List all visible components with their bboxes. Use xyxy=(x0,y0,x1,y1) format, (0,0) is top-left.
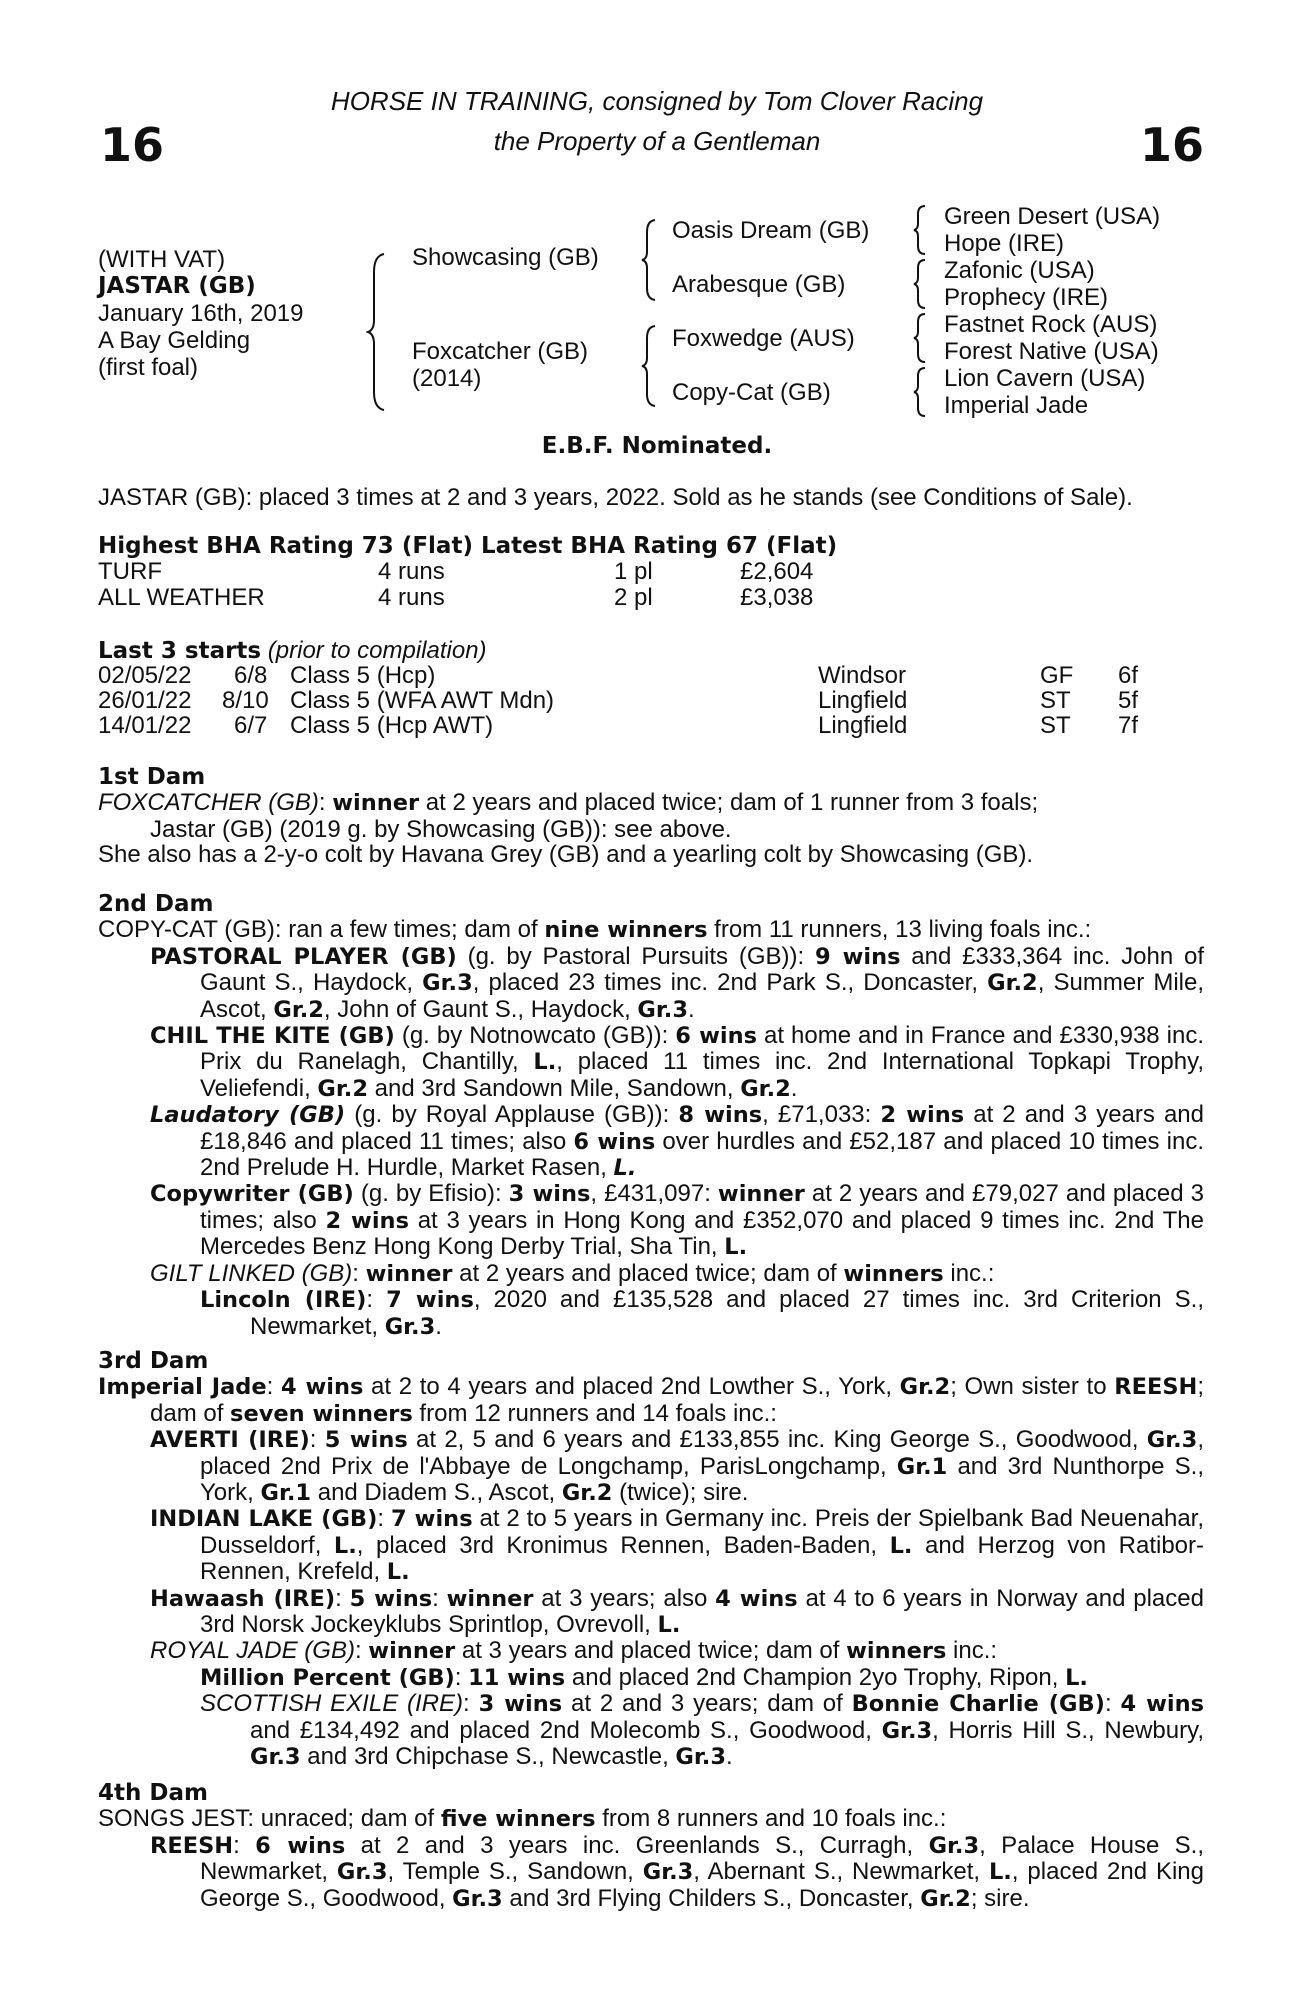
sire-name: Showcasing (GB) xyxy=(412,244,599,271)
second-dam-section xyxy=(98,892,1204,1340)
horse-name: JASTAR (GB) xyxy=(98,273,256,299)
surface: TURF xyxy=(98,558,162,585)
lot-number-left: 16 xyxy=(100,118,165,172)
runs: 4 runs xyxy=(378,558,445,585)
lot-number-right: 16 xyxy=(1139,118,1204,172)
start-race: Class 5 (WFA AWT Mdn) xyxy=(290,687,555,714)
placings: 1 pl xyxy=(614,558,653,585)
dam-sire: Foxwedge (AUS) xyxy=(672,325,855,352)
dam-name: FOXCATCHER (GB) xyxy=(98,789,319,817)
progeny-entry: INDIAN LAKE (GB): 7 wins at 2 to 5 years in Germany inc. Preis der Spielbank Bad Neuenahar, Dusseldorf, L., placed 3rd Kronimus Rennen, Baden-Baden, L. and Herzog von Ratibor-Rennen, Krefeld, L. xyxy=(150,1505,1205,1586)
property-line: the Property of a Gentleman xyxy=(493,126,821,156)
start-position: 6/7 xyxy=(234,712,268,739)
start-distance: 6f xyxy=(1118,662,1139,689)
pedigree-brace-dam xyxy=(640,324,658,408)
section-heading: 1st Dam xyxy=(98,764,206,790)
start-course: Lingfield xyxy=(818,712,908,739)
last-starts-title: Last 3 starts xyxy=(98,638,262,664)
prize-money: £2,604 xyxy=(740,558,814,585)
progeny-entry: SCOTTISH EXILE (IRE): 3 wins at 2 and 3 years; dam of Bonnie Charlie (GB): 4 wins and £134,492 and placed 2nd Molecomb S., Goodwood, Gr.3, Horris Hill S., Newbury, Gr.3 and 3rd Chipchase S., Newcastle, Gr.3. xyxy=(200,1690,1205,1771)
pedigree-brace-g2 xyxy=(912,258,928,310)
progeny-entry: GILT LINKED (GB): winner at 2 years and placed twice; dam of winners inc.: xyxy=(150,1259,995,1287)
horse-description: A Bay Gelding xyxy=(98,327,251,354)
start-going: ST xyxy=(1040,712,1071,739)
start-position: 8/10 xyxy=(222,687,269,714)
section-heading: 4th Dam xyxy=(98,1780,208,1806)
start-going: GF xyxy=(1040,662,1074,689)
ancestor-8: Imperial Jade xyxy=(944,392,1089,419)
section-heading: 2nd Dam xyxy=(98,891,214,917)
start-race: Class 5 (Hcp) xyxy=(290,662,436,689)
surface: ALL WEATHER xyxy=(98,584,265,611)
progeny-entry: Copywriter (GB) (g. by Efisio): 3 wins, £431,097: winner at 2 years and £79,027 and placed 3 times; also 2 wins at 3 years in Hong Kong and £352,070 and placed 9 times inc. 2nd The Mercedes Benz Hong Kong Derby Trial, Sha Tin, L. xyxy=(150,1180,1204,1261)
progeny-entry: ROYAL JADE (GB): winner at 3 years and placed twice; dam of winners inc.: xyxy=(150,1637,998,1665)
progeny-entry: Laudatory (GB) (g. by Royal Applause (GB)): 8 wins, £71,033: 2 wins at 2 and 3 years and £18,846 and placed 11 times; also 6 wins over hurdles and £52,187 and placed 10 times inc. 2nd Prelude H. Hurdle, Market Rasen, L. xyxy=(150,1101,1205,1182)
start-course: Lingfield xyxy=(818,687,908,714)
ancestor-6: Forest Native (USA) xyxy=(944,338,1159,365)
start-distance: 5f xyxy=(1118,687,1139,714)
progeny-entry: Hawaash (IRE): 5 wins: winner at 3 years; also 4 wins at 4 to 6 years in Norway and placed 3rd Norsk Jockeyklubs Sprintlop, Ovrevoll, L. xyxy=(150,1584,1204,1639)
foaling-date: January 16th, 2019 xyxy=(98,300,304,327)
pedigree-brace-g3 xyxy=(912,312,928,364)
race-summary: JASTAR (GB): placed 3 times at 2 and 3 years, 2022. Sold as he stands (see Conditions of Sale). xyxy=(98,484,1133,511)
start-course: Windsor xyxy=(818,662,907,689)
pedigree-brace-g4 xyxy=(912,366,928,418)
dam-dam: Copy-Cat (GB) xyxy=(672,379,831,406)
placings: 2 pl xyxy=(614,584,653,611)
ebf-note: E.B.F. Nominated. xyxy=(541,433,773,459)
dam-year: (2014) xyxy=(412,365,482,392)
first-dam-section xyxy=(98,765,1204,868)
progeny-entry: PASTORAL PLAYER (GB) (g. by Pastoral Pursuits (GB)): 9 wins and £333,364 inc. John of Gaunt S., Haydock, Gr.3, placed 23 times inc. 2nd Park S., Doncaster, Gr.2, Summer Mile, Ascot, Gr.2, John of Gaunt S., Haydock, Gr.3. xyxy=(150,942,1205,1023)
ancestor-3: Zafonic (USA) xyxy=(944,257,1095,284)
ancestor-4: Prophecy (IRE) xyxy=(944,284,1109,311)
ancestor-5: Fastnet Rock (AUS) xyxy=(944,311,1158,338)
dam-entry: FOXCATCHER (GB): winner at 2 years and placed twice; dam of 1 runner from 3 foals; xyxy=(98,789,1039,817)
progeny-entry: Jastar (GB) (2019 g. by Showcasing (GB)): see above. xyxy=(150,815,732,843)
dam-entry: COPY-CAT (GB): ran a few times; dam of nine winners from 11 runners, 13 living foals inc.: xyxy=(98,916,1092,944)
section-heading: 3rd Dam xyxy=(98,1348,209,1374)
start-distance: 7f xyxy=(1118,712,1139,739)
dam-entry: Imperial Jade: 4 wins at 2 to 4 years and placed 2nd Lowther S., York, Gr.2; Own sister to REESH; dam of seven winners from 12 runners and 14 foals inc.: xyxy=(98,1373,1205,1427)
progeny-entry: AVERTI (IRE): 5 wins at 2, 5 and 6 years and £133,855 inc. King George S., Goodwood, Gr.3, placed 2nd Prix de l'Abbaye de Longchamp, ParisLongchamp, Gr.1 and 3rd Nunthorpe S., York, Gr.1 and Diadem S., Ascot, Gr.2 (twice); sire. xyxy=(150,1426,1205,1507)
progeny-entry: Lincoln (IRE): 7 wins, 2020 and £135,528 and placed 27 times inc. 3rd Criterion S., Newmarket, Gr.3. xyxy=(200,1286,1205,1340)
third-dam-section xyxy=(98,1349,1204,1771)
last-starts-note: (prior to compilation) xyxy=(267,637,487,664)
consignor-line: HORSE IN TRAINING, consigned by Tom Clover Racing xyxy=(330,86,984,116)
bha-ratings: Highest BHA Rating 73 (Flat) Latest BHA Rating 67 (Flat) xyxy=(98,533,838,559)
ancestor-1: Green Desert (USA) xyxy=(944,203,1161,230)
last-starts-heading xyxy=(98,637,487,665)
ancestor-2: Hope (IRE) xyxy=(944,230,1065,257)
dam-entry: SONGS JEST: unraced; dam of five winners from 8 runners and 10 foals inc.: xyxy=(98,1805,947,1833)
start-date: 26/01/22 xyxy=(98,687,192,714)
pedigree-brace-main xyxy=(366,252,388,412)
start-race: Class 5 (Hcp AWT) xyxy=(290,712,494,739)
pedigree-brace-sire xyxy=(640,218,658,302)
start-date: 02/05/22 xyxy=(98,662,192,689)
start-position: 6/8 xyxy=(234,662,268,689)
runs: 4 runs xyxy=(378,584,445,611)
progeny-entry: REESH: 6 wins at 2 and 3 years inc. Greenlands S., Curragh, Gr.3, Palace House S., Newmarket, Gr.3, Temple S., Sandown, Gr.3, Abernant S., Newmarket, L., placed 2nd King George S., Goodwood, Gr.3 and 3rd Flying Childers S., Doncaster, Gr.2; sire. xyxy=(150,1831,1205,1912)
vat-note: (WITH VAT) xyxy=(98,246,226,273)
pedigree-brace-g1 xyxy=(912,204,928,256)
start-going: ST xyxy=(1040,687,1071,714)
dam-note: She also has a 2-y-o colt by Havana Grey (GB) and a yearling colt by Showcasing (GB). xyxy=(98,841,1034,869)
progeny-entry: Million Percent (GB): 11 wins and placed 2nd Champion 2yo Trophy, Ripon, L. xyxy=(200,1663,1088,1691)
ancestor-7: Lion Cavern (USA) xyxy=(944,365,1146,392)
foal-note: (first foal) xyxy=(98,354,199,381)
sire-dam: Arabesque (GB) xyxy=(672,271,846,298)
sire-sire: Oasis Dream (GB) xyxy=(672,217,870,244)
dam-name: Foxcatcher (GB) xyxy=(412,338,589,365)
progeny-entry: CHIL THE KITE (GB) (g. by Notnowcato (GB)): 6 wins at home and in France and £330,938 inc. Prix du Ranelagh, Chantilly, L., placed 11 times inc. 2nd International Topkapi Trophy, Veliefendi, Gr.2 and 3rd Sandown Mile, Sandown, Gr.2. xyxy=(150,1022,1204,1102)
fourth-dam-section xyxy=(98,1781,1204,1912)
start-date: 14/01/22 xyxy=(98,712,192,739)
prize-money: £3,038 xyxy=(740,584,814,611)
